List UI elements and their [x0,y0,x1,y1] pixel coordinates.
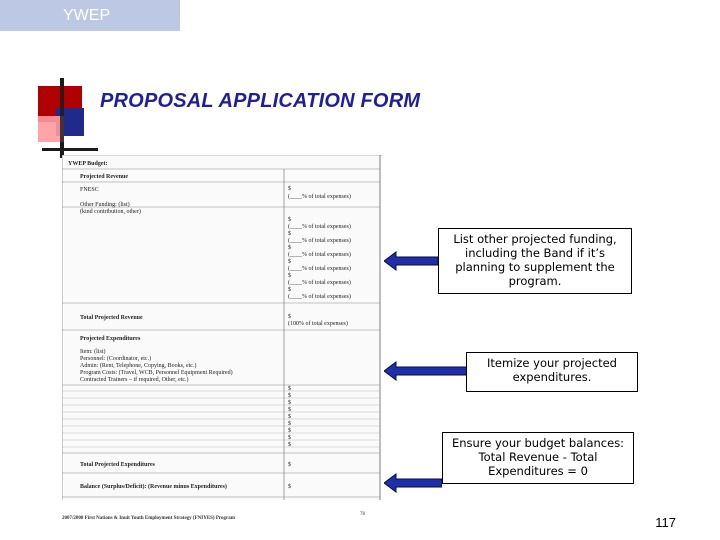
form-other-funding: Other Funding: (list) [80,202,130,208]
form-projected-revenue: Projected Revenue [80,174,129,180]
left-arrow-icon [384,472,442,494]
form-pct: (____% of total expenses) [288,224,351,230]
form-item-line: Item: (list) [80,349,106,355]
budget-form-scan [62,155,382,500]
form-item-line: Program Costs: (Travel, WCB, Personnel Equipment Required) [80,370,233,376]
left-arrow-icon [384,360,470,382]
form-item-line: Contracted Trainers – if required, Other, etc.) [80,377,189,383]
form-dollar: $ [288,386,291,392]
form-pct: (____% of total expenses) [288,194,351,200]
form-footer-page: 78 [360,512,365,517]
form-pct: (____% of total expenses) [288,294,351,300]
form-fnesc: FNESC [80,187,99,193]
form-dollar: $ [288,414,291,420]
form-total-revenue: Total Projected Revenue [80,315,143,321]
callout-expenditures-text: Itemize your projected expenditures. [487,356,617,384]
form-pct: (____% of total expenses) [288,266,351,272]
form-dollar: $ [288,186,291,192]
form-projected-expenditures: Projected Expenditures [80,336,141,342]
form-dollar: $ [288,428,291,434]
form-item-line: Admin: (Rent, Telephone, Copying, Books, etc.) [80,363,197,369]
form-dollar: $ [288,462,291,468]
callout-balance [442,432,634,484]
form-dollar: $ [288,400,291,406]
callout-balance-text: Ensure your budget balances: Total Revenue - Total Expenditures = 0 [451,436,625,478]
form-dollar: $ [288,314,291,320]
form-dollar: $ [288,245,291,251]
header-tab-label: YWEP [63,7,111,24]
callout-funding-text: List other projected funding, including the Band if it’s planning to supplement the program. [453,232,617,288]
callout-funding [438,228,632,294]
header-tab [0,0,180,31]
form-dollar: $ [288,484,291,490]
form-dollar: $ [288,287,291,293]
form-item-line: Personnel: (Coordinator, etc.) [80,356,152,362]
form-pct: (____% of total expenses) [288,280,351,286]
form-balance: Balance (Surplus/Deficit): (Revenue minus Expenditures) [80,484,227,490]
form-dollar: $ [288,407,291,413]
form-other-funding-sub: (kind contribution, other) [80,209,141,215]
form-dollar: $ [288,435,291,441]
form-dollar: $ [288,442,291,448]
form-dollar: $ [288,393,291,399]
form-total-expenditures: Total Projected Expenditures [80,462,155,468]
form-pct: (____% of total expenses) [288,252,351,258]
form-hundred-pct: (100% of total expenses) [288,321,348,327]
form-pct: (____% of total expenses) [288,238,351,244]
form-dollar: $ [288,273,291,279]
callout-expenditures [466,352,638,392]
logo-squares-icon [38,78,98,158]
page-number: 117 [655,515,676,530]
form-heading: YWEP Budget: [68,161,108,167]
left-arrow-icon [384,250,438,272]
form-footer-text: 2007/2008 First Nations & Inuit Youth Employment Strategy (FNIYES) Program [62,516,235,521]
form-dollar: $ [288,231,291,237]
form-dollar: $ [288,217,291,223]
form-dollar: $ [288,259,291,265]
page-title: PROPOSAL APPLICATION FORM [100,90,421,112]
form-dollar: $ [288,421,291,427]
